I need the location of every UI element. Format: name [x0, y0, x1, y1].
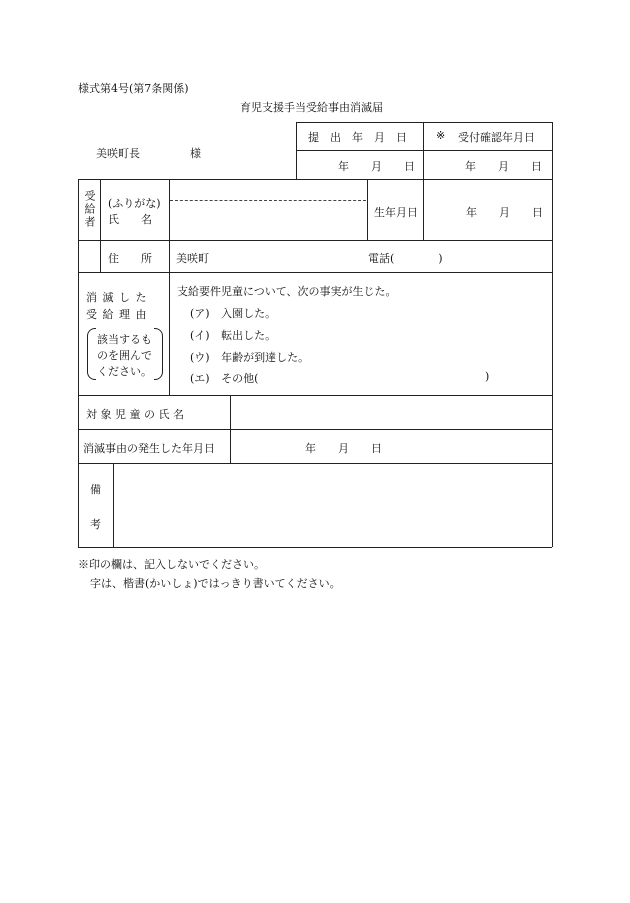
reason-label-line1: 消 滅 し た [86, 291, 148, 304]
reception-date-field: 年 月 日 [465, 160, 542, 173]
reason-other-input[interactable] [268, 366, 478, 386]
reason-note-line3: ください。 [97, 365, 152, 378]
address-prefix: 美咲町 [176, 252, 209, 265]
name-label: 氏 名 [108, 213, 152, 226]
remarks-label-1: 備 [90, 483, 101, 496]
footnote-1: ※印の欄は、記入しないでください。 [78, 558, 265, 571]
address-label: 住 所 [108, 252, 152, 265]
birth-date-label: 生年月日 [374, 206, 418, 219]
option-mark: (ウ) [190, 351, 210, 364]
option-mark: (エ) [190, 372, 210, 385]
reason-option-i[interactable] [190, 327, 276, 343]
phone-field[interactable]: 電話( ) [368, 252, 443, 265]
reason-intro: 支給要件児童について、次の事実が生じた。 [177, 285, 397, 298]
event-date-field[interactable]: 年 月 日 [305, 442, 382, 455]
remarks-label-2: 考 [90, 518, 101, 531]
child-name-input[interactable] [232, 398, 550, 427]
child-name-label: 対 象 児 童 の 氏 名 [86, 408, 184, 421]
birth-date-field[interactable]: 年 月 日 [466, 206, 543, 219]
furigana-input[interactable] [170, 184, 366, 198]
submission-date-label: 提 出 年 月 日 [308, 131, 407, 144]
address-input[interactable] [220, 244, 360, 268]
reason-label-line2: 受 給 理 由 [86, 308, 148, 321]
reception-date-label: 受付確認年月日 [458, 131, 535, 144]
option-mark: (ア) [190, 307, 210, 320]
option-text: 転出した。 [221, 329, 277, 342]
furigana-label: (ふりがな) [108, 197, 161, 210]
submission-date-field[interactable]: 年 月 日 [338, 160, 415, 173]
option-text: 入園した。 [221, 307, 277, 320]
event-date-label: 消滅事由の発生した年月日 [83, 442, 215, 455]
form-number: 様式第4号(第7条関係) [78, 82, 189, 95]
addressee-honorific: 様 [190, 147, 201, 160]
footnote-2: 字は、楷書(かいしょ)ではっきり書いてください。 [90, 577, 341, 590]
option-text: 年齢が到達した。 [221, 351, 310, 364]
reason-note-line2: のを囲んで [97, 349, 152, 362]
reason-option-e[interactable] [190, 370, 258, 386]
reason-other-close: ) [485, 370, 490, 383]
remarks-input[interactable] [116, 466, 550, 544]
reason-note-line1: 該当するも [97, 333, 152, 346]
reception-mark: ※ [436, 129, 446, 142]
recipient-section-label: 受給者 [83, 190, 96, 229]
option-text: その他( [221, 372, 259, 385]
reason-option-a[interactable] [190, 305, 276, 321]
reason-option-u[interactable] [190, 349, 309, 365]
option-mark: (イ) [190, 329, 210, 342]
name-input[interactable] [170, 203, 366, 237]
page-title: 育児支援手当受給事由消滅届 [240, 101, 383, 114]
addressee-town-head: 美咲町長 [96, 147, 140, 160]
